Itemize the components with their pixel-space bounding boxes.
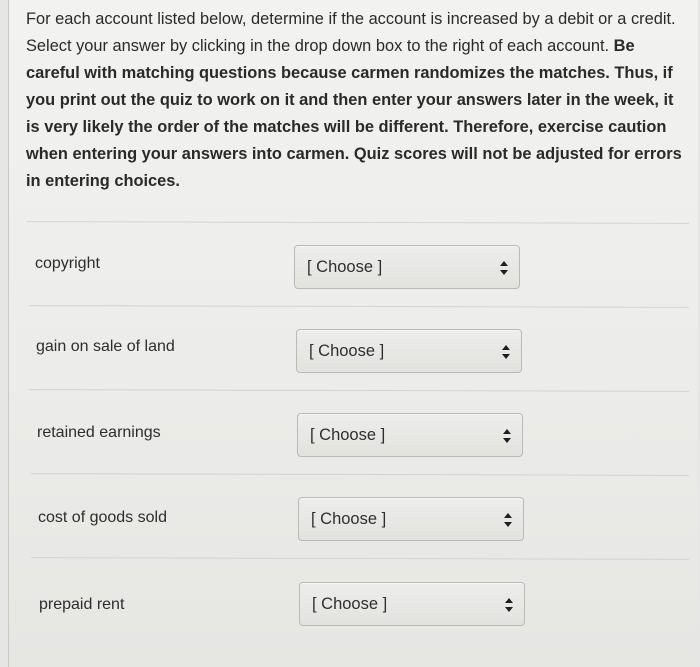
choice-dropdown-copyright[interactable] [294,245,520,289]
account-label-cost-of-goods-sold: cost of goods sold [38,509,167,526]
choice-dropdown-cost-of-goods-sold[interactable] [298,497,524,541]
question-instructions [26,6,691,195]
updown-arrows-icon [502,428,512,444]
account-label-gain-on-sale-of-land: gain on sale of land [36,338,175,355]
row-divider [31,557,689,560]
instructions-intro: For each account listed below, determine if the account is increased by a debit or a credit. Select your answer by clicking in the drop down box to the right of each account. [26,10,676,55]
account-label-prepaid-rent: prepaid rent [39,596,125,613]
updown-arrows-icon [501,344,511,360]
account-label-retained-earnings: retained earnings [37,424,161,441]
dropdown-selected-value: [ Choose ] [310,426,386,444]
updown-arrows-icon [503,512,513,528]
dropdown-selected-value: [ Choose ] [312,595,388,613]
row-divider [27,221,689,224]
updown-arrows-icon [504,597,514,613]
dropdown-selected-value: [ Choose ] [311,510,387,528]
row-divider [29,389,689,392]
choice-dropdown-prepaid-rent[interactable] [299,582,525,626]
choice-dropdown-gain-on-sale-of-land[interactable] [296,329,522,373]
choice-dropdown-retained-earnings[interactable] [297,413,523,457]
quiz-question-card [8,0,698,667]
row-divider [29,305,689,308]
instructions-warning: Be careful with matching questions because carmen randomizes the matches. Thus, if you print out the quiz to work on it and then enter your answers later in the week, it is very likely the order of the matches will be different. Therefore, exercise caution when entering your answers into carmen. Quiz scores will not be adjusted for errors in entering choices. [26,37,682,190]
updown-arrows-icon [499,260,509,276]
account-label-copyright: copyright [35,255,100,272]
row-divider [31,473,689,476]
dropdown-selected-value: [ Choose ] [307,258,383,276]
dropdown-selected-value: [ Choose ] [309,342,385,360]
